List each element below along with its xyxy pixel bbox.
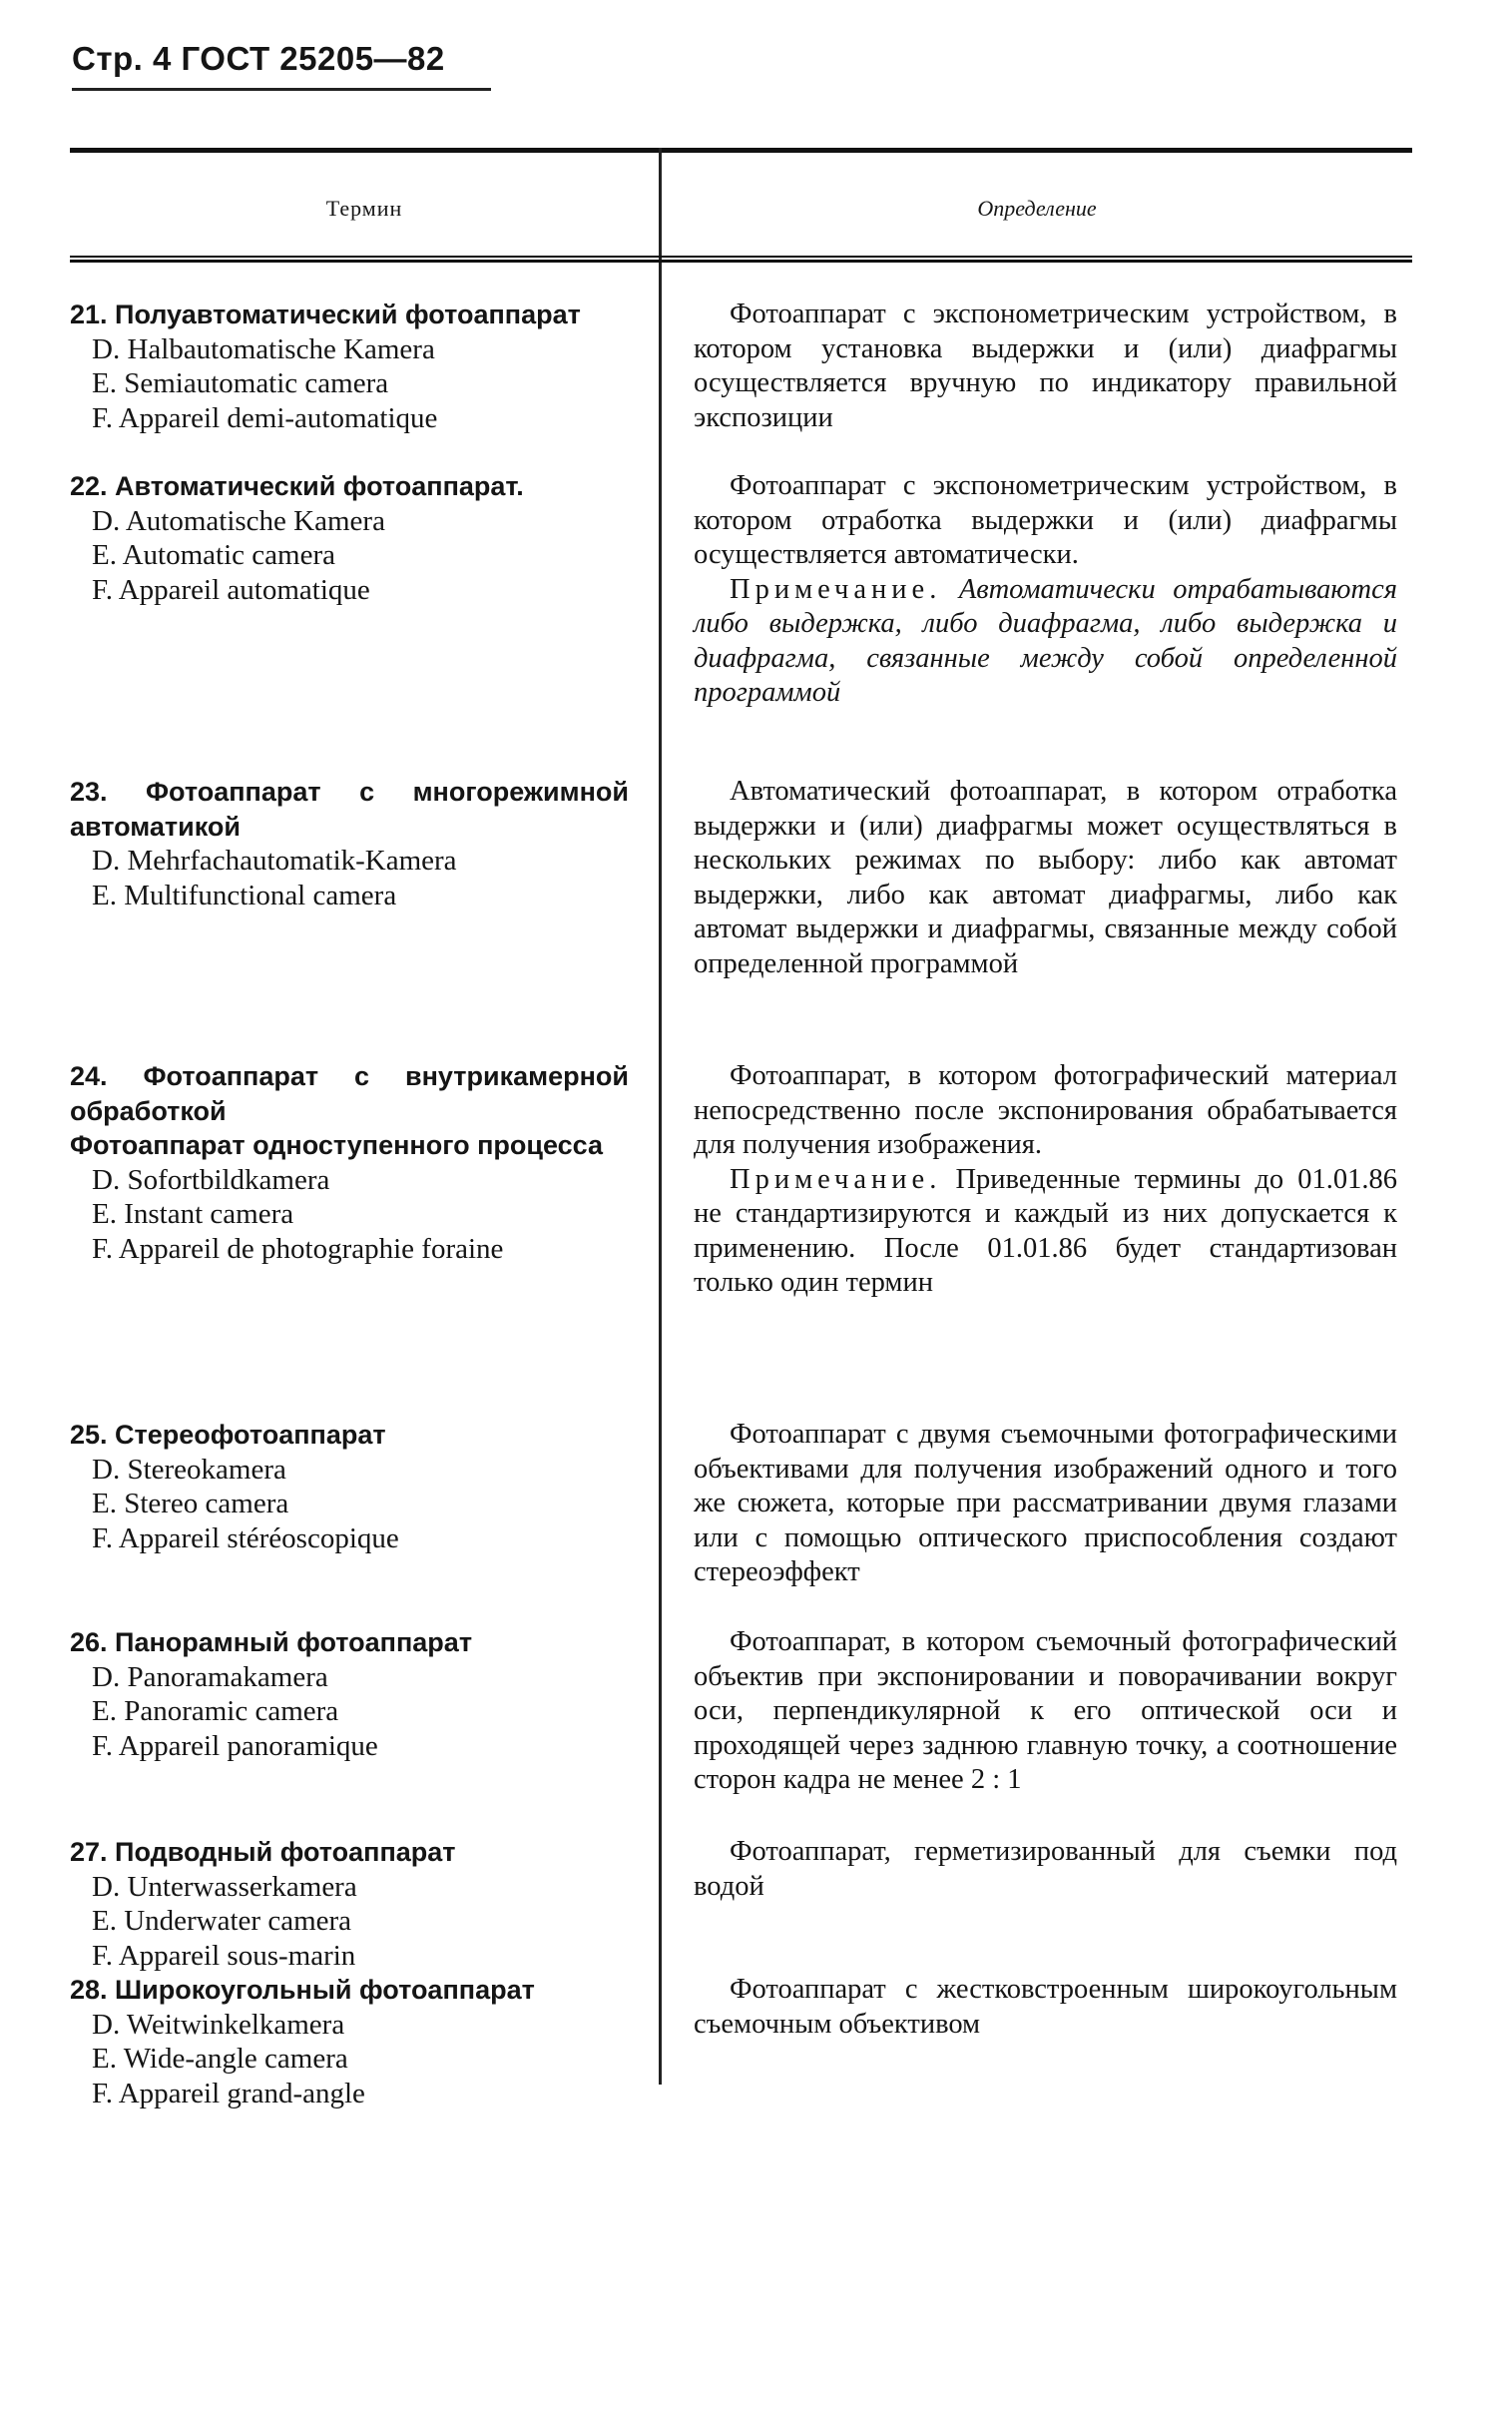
definition-text: Фотоаппарат с экспонометрическим устройством, в котором установка выдержки и (или) диафрагмы осуществляется вручную по индикатору правильной экспозиции	[694, 299, 1397, 433]
term-entry-21	[70, 298, 629, 435]
term-de: D. Mehrfachautomatik-Kamera	[92, 845, 457, 877]
term-en: E. Panoramic camera	[92, 1695, 339, 1727]
definition-entry-22	[694, 469, 1397, 711]
term-en: E. Stereo camera	[92, 1488, 289, 1519]
term-de: D. Sofortbildkamera	[92, 1163, 330, 1196]
term-fr: F. Appareil panoramique	[92, 1729, 378, 1762]
term-ru: 22. Автоматический фотоаппарат.	[70, 471, 524, 501]
definition-entry-21	[694, 298, 1397, 435]
note-label: Примечание.	[730, 1163, 942, 1195]
term-ru: 28. Широкоугольный фотоаппарат	[70, 1975, 535, 2005]
definition-entry-25	[694, 1418, 1397, 1590]
definition-entry-27	[694, 1835, 1397, 1904]
definition-entry-24	[694, 1059, 1397, 1301]
term-ru: 26. Панорамный фотоаппарат	[70, 1627, 473, 1657]
definition-text: Автоматический фотоаппарат, в котором отработка выдержки и (или) диафрагмы может осуществляться в нескольких режимах по выбору: либо как автомат выдержки, либо как автомат диафрагмы, либо как автомат выдержки и диафрагмы, связанные между собой определенной программой	[694, 776, 1397, 979]
term-en: E. Underwater camera	[92, 1905, 352, 1937]
term-en: E. Instant camera	[92, 1198, 294, 1230]
header-underline	[72, 88, 491, 91]
term-entry-22	[70, 469, 629, 607]
term-entry-25	[70, 1418, 629, 1555]
term-entry-24	[70, 1059, 629, 1266]
definition-note	[694, 573, 1397, 711]
definition-text: Фотоаппарат, в котором съемочный фотографический объектив при экспонировании и поворачивании вокруг оси, перпендикулярной к его оптической оси и проходящей через заднюю главную точку, а соотношение сторон кадра не менее 2 : 1	[694, 1626, 1397, 1795]
note-label: Примечание.	[730, 573, 942, 605]
term-entry-23	[70, 775, 629, 912]
term-en: E. Multifunctional camera	[92, 879, 397, 911]
term-de: D. Panoramakamera	[92, 1660, 328, 1693]
term-de: D. Unterwasserkamera	[92, 1870, 357, 1903]
term-entry-27	[70, 1835, 629, 1973]
term-en: E. Semiautomatic camera	[92, 367, 389, 399]
term-en: E. Automatic camera	[92, 539, 335, 571]
term-fr: F. Appareil stéréoscopique	[92, 1521, 399, 1554]
page-header: Стр. 4 ГОСТ 25205—82	[72, 40, 445, 77]
note-text: Приведенные термины до 01.01.86 не стандартизируются и каждый из них допускается к применению. После 01.01.86 будет стандартизован только один термин	[694, 1163, 1398, 1298]
term-de: D. Stereokamera	[92, 1453, 286, 1486]
table-top-rule	[70, 148, 1412, 153]
term-ru: 27. Подводный фотоаппарат	[70, 1837, 456, 1867]
term-ru: 23. Фотоаппарат с многорежимной автоматикой	[70, 777, 629, 842]
term-entry-28	[70, 1973, 629, 2110]
definition-text: Фотоаппарат, герметизированный для съемки под водой	[694, 1836, 1397, 1902]
term-de: D. Automatische Kamera	[92, 504, 385, 537]
column-header-term: Термин	[325, 196, 403, 221]
definition-note	[694, 1163, 1397, 1301]
definition-text: Фотоаппарат, в котором фотографический материал непосредственно после экспонирования обрабатывается для получения изображения.	[694, 1060, 1397, 1160]
term-fr: F. Appareil automatique	[92, 573, 370, 606]
term-entry-26	[70, 1625, 629, 1763]
definition-entry-28	[694, 1973, 1397, 2042]
term-ru: 24. Фотоаппарат с внутрикамерной обработкой	[70, 1061, 629, 1126]
term-fr: F. Appareil demi-automatique	[92, 401, 438, 434]
term-de: D. Weitwinkelkamera	[92, 2008, 345, 2041]
note-text: Автоматически отрабатываются либо выдержка, либо диафрагма, либо выдержка и диафрагма, связанные между собой определенной программой	[694, 573, 1397, 708]
term-fr: F. Appareil de photographie foraine	[92, 1232, 504, 1265]
definition-text: Фотоаппарат с экспонометрическим устройством, в котором отработка выдержки и (или) диафрагмы осуществляется автоматически.	[694, 470, 1397, 570]
definition-text: Фотоаппарат с жестковстроенным широкоугольным съемочным объективом	[694, 1974, 1397, 2040]
table-header-rule	[70, 256, 1412, 263]
definition-entry-23	[694, 775, 1397, 981]
term-de: D. Halbautomatische Kamera	[92, 332, 435, 365]
term-fr: F. Appareil sous-marin	[92, 1939, 356, 1972]
term-fr: F. Appareil grand-angle	[92, 2077, 365, 2109]
term-ru: 25. Стереофотоаппарат	[70, 1420, 386, 1450]
column-header-definition: Определение	[977, 196, 1097, 221]
term-ru: 21. Полуавтоматический фотоаппарат	[70, 300, 581, 329]
term-synonym: Фотоаппарат одноступенного процесса	[70, 1130, 604, 1160]
term-en: E. Wide-angle camera	[92, 2043, 348, 2075]
column-divider	[659, 148, 662, 2085]
definition-text: Фотоаппарат с двумя съемочными фотографическими объективами для получения изображений одного и того же сюжета, которые при рассматривании двумя глазами или с помощью оптического приспособления создают стереоэффект	[694, 1419, 1397, 1587]
definition-entry-26	[694, 1625, 1397, 1798]
